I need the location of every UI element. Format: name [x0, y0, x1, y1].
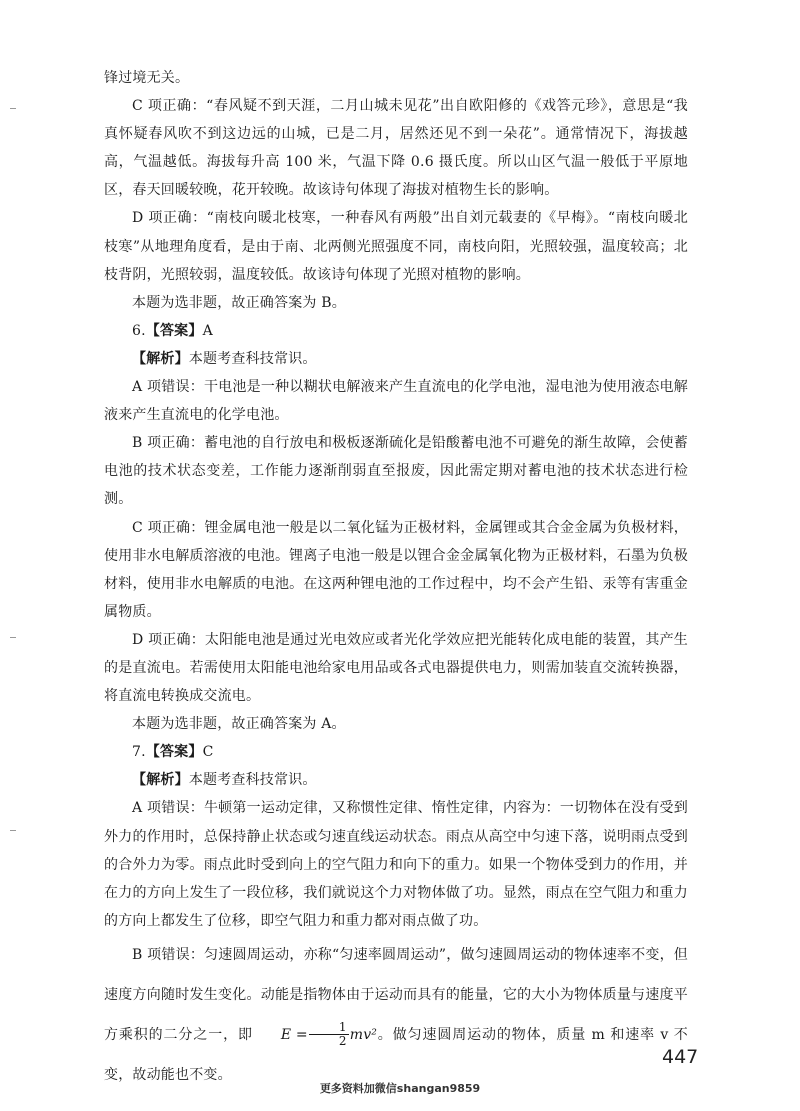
paragraph: C 项正确：锂金属电池一般是以二氧化锰为正极材料，金属锂或其合金金属为负极材料，使用非水电解质溶液的电池。锂离子电池一般是以锂合金金属氧化物为正极材料，石墨为负极材料，使用非水电解质的电池。在这两种锂电池的工作过程中，均不会产生铅、汞等有害重金属物质。 — [104, 519, 688, 620]
analysis-text: 本题考查科技常识。 — [188, 350, 317, 367]
answer-label: 【答案】 — [145, 322, 203, 339]
question-number: 6. — [132, 322, 146, 339]
paragraph-with-formula — [104, 935, 688, 1095]
paragraph: A 项错误：牛顿第一运动定律，又称惯性定律、惰性定律，内容为：一切物体在没有受到外力的作用时，总保持静止状态或匀速直线运动状态。雨点从高空中匀速下落，说明雨点受到的合外力为零。雨点此时受到向上的空气阻力和向下的重力。如果一个物体受到力的作用，并在力的方向上发生了一段位移，我们就说这个力对物体做了功。显然，雨点在空气阻力和重力的方向上都发生了位移，即空气阻力和重力都对雨点做了功。 — [104, 800, 688, 929]
analysis-label: 【解析】 — [132, 772, 189, 789]
analysis-heading — [104, 345, 688, 373]
answer-heading — [104, 738, 688, 766]
answer-heading — [104, 317, 688, 345]
scan-mark — [10, 108, 16, 109]
fraction-denominator: 2 — [338, 1034, 347, 1049]
paragraph: A 项错误：干电池是一种以糊状电解液来产生直流电的化学电池，湿电池为使用液态电解液来产生直流电的化学电池。 — [104, 379, 688, 424]
paragraph: D 项正确：太阳能电池是通过光电效应或者光化学效应把光能转化成电能的装置，其产生的是直流电。若需使用太阳能电池给家电用品或各式电器提供电力，则需加装直交流转换器，将直流电转换成交流电。 — [104, 631, 688, 705]
fraction-numerator: 1 — [309, 1021, 349, 1035]
formula-rhs: mv² — [349, 1026, 378, 1043]
paragraph: D 项正确：“南枝向暖北枝寒，一种春风有两般”出自刘元载妻的《早梅》。“南枝向暖北枝寒”从地理角度看，是由于南、北两侧光照强度不同，南枝向阳，光照较强，温度较高；北枝背阴，光照较弱，温度较低。故该诗句体现了光照对植物的影响。 — [104, 210, 688, 283]
footer-watermark: 更多资料加微信shangan9859 — [319, 1082, 481, 1095]
paragraph: C 项正确：“春风疑不到天涯，二月山城未见花”出自欧阳修的《戏答元珍》，意思是“我真怀疑春风吹不到这边远的山城，已是二月，居然还见不到一朵花”。通常情况下，海拔越高，气温越低。海拔每升高 100 米，气温下降 0.6 摄氏度。所以山区气温一般低于平原地区，春天回暖较晚，花开较晚。故该诗句体现了海拔对植物生长的影响。 — [104, 98, 688, 199]
fraction — [309, 1021, 349, 1048]
scan-mark — [10, 830, 16, 831]
paragraph-text: 。做匀速圆周运动的物体，质量 m 和速率 v 不变，故动能也不变。 — [104, 1026, 688, 1083]
page-number: 447 — [662, 1046, 699, 1068]
analysis-label: 【解析】 — [132, 350, 189, 367]
analysis-heading — [104, 766, 688, 794]
paragraph: 本题为选非题，故正确答案为 B。 — [132, 294, 346, 311]
paragraph: 本题为选非题，故正确答案为 A。 — [132, 716, 346, 733]
answer-label: 【答案】 — [145, 744, 203, 761]
question-number: 7. — [132, 744, 146, 761]
document-body — [104, 64, 688, 1095]
paragraph: 锋过境无关。 — [104, 70, 190, 86]
scan-mark — [10, 637, 16, 638]
answer-value: C — [202, 744, 214, 761]
paragraph-text: B 项错误：匀速圆周运动，亦称“匀速率圆周运动”，做匀速圆周运动的物体速率不变，但速度方向随时发生变化。动能是指物体由于运动而具有的能量，它的大小为物体质量与速度平方乘积的二分之一，即 — [104, 946, 688, 1043]
kinetic-energy-formula — [253, 1015, 377, 1055]
formula-lhs: E = — [280, 1026, 308, 1043]
answer-value: A — [202, 322, 213, 339]
paragraph: B 项正确：蓄电池的自行放电和极板逐渐硫化是铅酸蓄电池不可避免的渐生故障，会使蓄电池的技术状态变差，工作能力逐渐削弱直至报废，因此需定期对蓄电池的技术状态进行检测。 — [104, 435, 688, 508]
analysis-text: 本题考查科技常识。 — [188, 772, 317, 789]
